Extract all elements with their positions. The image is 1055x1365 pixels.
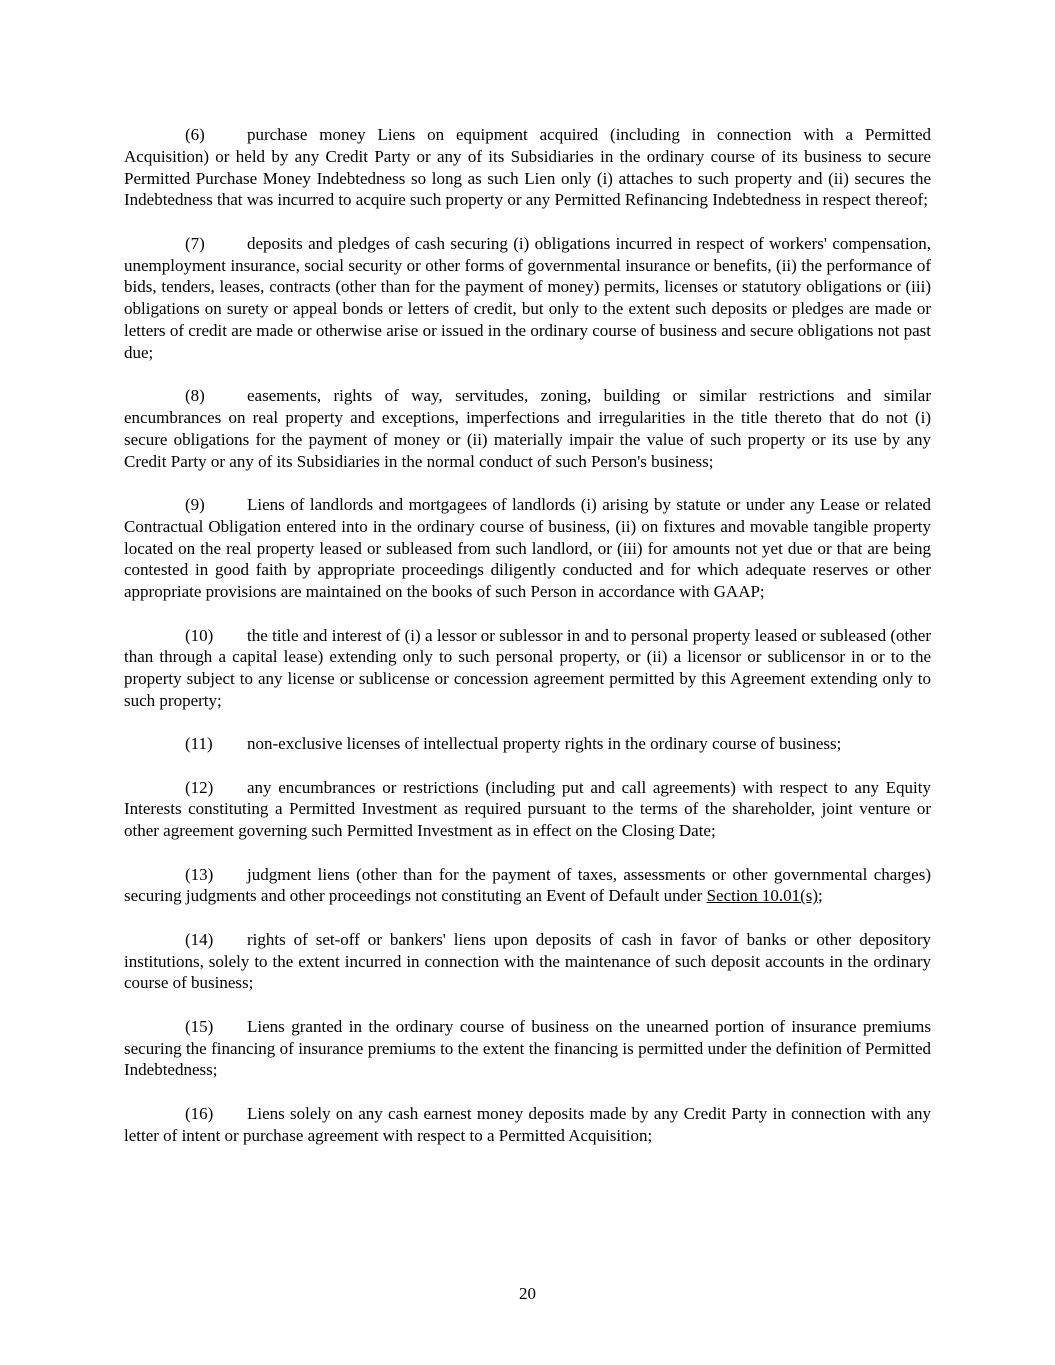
clause-number: (11)	[185, 734, 213, 754]
clause-number: (15)	[185, 1016, 214, 1036]
section-reference-link: Section 10.01(s)	[706, 886, 819, 906]
clause-text: deposits and pledges of cash securing (i) obligations incurred in respect of workers' compensation, unemployment insurance, social security or other forms of governmental insurance or benefits, (ii) the performance of bids, tenders, leases, contracts (other than for the payment of money) permits, licenses or statutory obligations or (iii) obligations on surety or appeal bonds or letters of credit, but only to the extent such deposits or pledges are made or letters of credit are made or otherwise arise or issued in the ordinary course of business and secure obligations not past due;	[124, 233, 931, 362]
clause-13	[124, 864, 931, 908]
clause-text: Liens of landlords and mortgagees of landlords (i) arising by statute or under any Lease or related Contractual Obligation entered into in the ordinary course of business, (ii) on fixtures and movable tangible property located on the real property leased or subleased from such landlord, or (iii) for amounts not yet due or that are being contested in good faith by appropriate proceedings diligently conducted and for which adequate reserves or other appropriate provisions are maintained on the books of such Person in accordance with GAAP;	[124, 494, 931, 602]
clause-text: the title and interest of (i) a lessor or sublessor in and to personal property leased or subleased (other than through a capital lease) extending only to such personal property, or (ii) a licensor or sublicensor in or to the property subject to any license or sublicense or concession agreement permitted by this Agreement extending only to such property;	[124, 625, 931, 710]
clause-6	[124, 124, 931, 211]
clause-number: (13)	[185, 864, 214, 884]
clause-8	[124, 385, 931, 472]
clause-number: (16)	[185, 1103, 214, 1123]
clause-10	[124, 625, 931, 712]
page-number: 20	[519, 1284, 536, 1303]
clause-text: any encumbrances or restrictions (including put and call agreements) with respect to any Equity Interests constituting a Permitted Investment as required pursuant to the terms of the shareholder, joint venture or other agreement governing such Permitted Investment as in effect on the Closing Date;	[124, 777, 931, 841]
clause-number: (8)	[185, 386, 205, 406]
clause-9	[124, 494, 931, 603]
clause-16	[124, 1103, 931, 1147]
clause-number: (10)	[185, 625, 214, 645]
document-body	[124, 124, 931, 1168]
clause-text: Liens solely on any cash earnest money deposits made by any Credit Party in connection with any letter of intent or purchase agreement with respect to a Permitted Acquisition;	[124, 1103, 931, 1145]
clause-text: non-exclusive licenses of intellectual property rights in the ordinary course of business;	[247, 734, 842, 754]
clause-11	[124, 733, 931, 755]
clause-number: (6)	[185, 125, 205, 144]
clause-text: Liens granted in the ordinary course of business on the unearned portion of insurance premiums securing the financing of insurance premiums to the extent the financing is permitted under the definition of Permitted Indebtedness;	[124, 1016, 931, 1080]
clause-12	[124, 777, 931, 842]
clause-7	[124, 233, 931, 364]
clause-15	[124, 1016, 931, 1081]
clause-14	[124, 929, 931, 994]
clause-text: judgment liens (other than for the payment of taxes, assessments or other governmental charges) securing judgments and other proceedings not constituting an Event of Default under	[124, 864, 931, 906]
clause-text: easements, rights of way, servitudes, zoning, building or similar restrictions and similar encumbrances on real property and exceptions, imperfections and irregularities in the title thereto that do not (i) secure obligations for the payment of money or (ii) materially impair the value of such property or its use by any Credit Party or any of its Subsidiaries in the normal conduct of such Person's business;	[124, 386, 931, 471]
clause-text: purchase money Liens on equipment acquired (including in connection with a Permitted Acquisition) or held by any Credit Party or any of its Subsidiaries in the ordinary course of its business to secure Permitted Purchase Money Indebtedness so long as such Lien only (i) attaches to such property and (ii) secures the Indebtedness that was incurred to acquire such property or any Permitted Refinancing Indebtedness in respect thereof;	[124, 125, 931, 210]
clause-number: (7)	[185, 233, 205, 253]
clause-tail: ;	[818, 886, 823, 906]
clause-number: (9)	[185, 494, 205, 514]
clause-number: (14)	[185, 929, 214, 949]
clause-text: rights of set-off or bankers' liens upon deposits of cash in favor of banks or other depository institutions, solely to the extent incurred in connection with the maintenance of such deposit accounts in the ordinary course of business;	[124, 929, 931, 993]
clause-number: (12)	[185, 777, 214, 797]
